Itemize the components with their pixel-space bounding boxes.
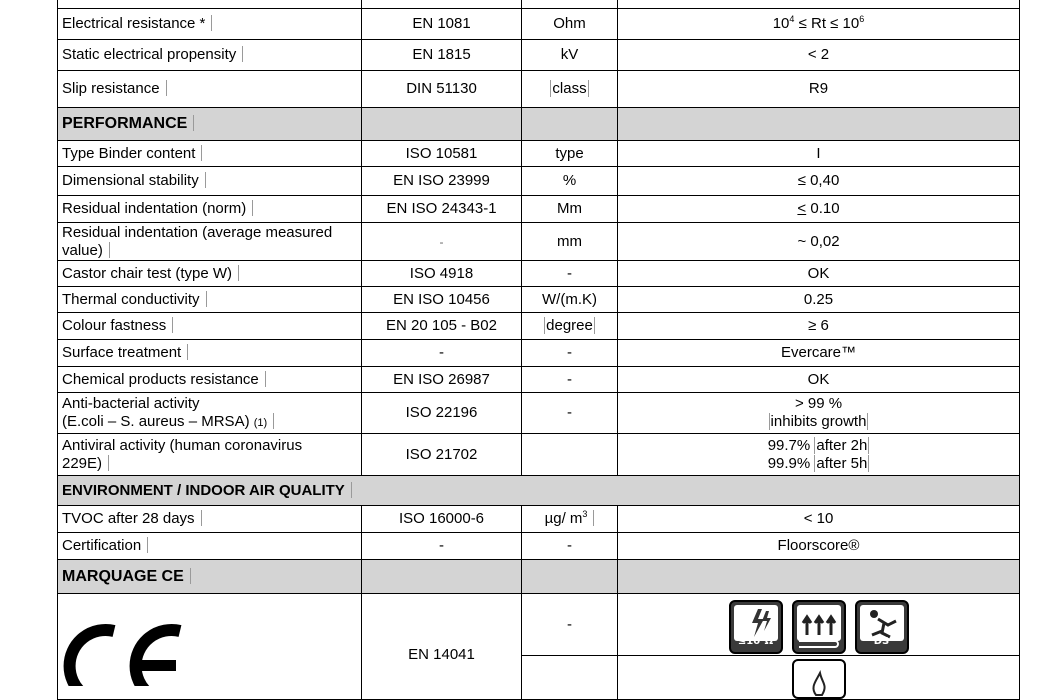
ce-mark-logo bbox=[62, 616, 262, 686]
table-row bbox=[58, 71, 1020, 108]
standard-cell: EN ISO 26987 bbox=[362, 367, 522, 393]
unit-cell: type bbox=[522, 141, 618, 167]
value-cell: < 2 bbox=[618, 40, 1020, 71]
unit-cell: degree bbox=[522, 313, 618, 340]
value-cell: < 10 bbox=[618, 506, 1020, 533]
value-cell: ~ 0,02 bbox=[618, 223, 1020, 261]
property-label: Dimensional stability bbox=[62, 172, 199, 189]
unit-cell: mm bbox=[522, 223, 618, 261]
property-label: Antiviral activity (human coronavirus 229E) bbox=[58, 434, 362, 476]
table-row bbox=[58, 0, 1020, 9]
value-cell: OK bbox=[618, 367, 1020, 393]
property-label: Electrical resistance * bbox=[62, 15, 206, 32]
table-row bbox=[58, 261, 1020, 287]
property-label: Type Binder content bbox=[62, 144, 196, 162]
standard-cell: ISO 22196 bbox=[362, 393, 522, 434]
slip-resistance-icon: DS bbox=[855, 600, 909, 654]
unit-cell: - bbox=[522, 393, 618, 434]
section-header-marquage bbox=[58, 560, 1020, 594]
standard-cell: EN ISO 23999 bbox=[362, 167, 522, 196]
value-cell: I bbox=[618, 141, 1020, 167]
property-label: Thermal conductivity bbox=[62, 290, 200, 308]
table-row bbox=[58, 533, 1020, 560]
section-header-performance bbox=[58, 108, 1020, 141]
property-label: Colour fastness bbox=[62, 317, 167, 334]
value-cell: > 99 % inhibits growth bbox=[618, 393, 1020, 434]
value-cell: < 0.10 bbox=[618, 196, 1020, 223]
spec-table bbox=[57, 0, 1020, 700]
table-row bbox=[58, 434, 1020, 476]
unit-cell: kV bbox=[522, 40, 618, 71]
standard-cell: - bbox=[362, 340, 522, 367]
standard-cell: EN 1081 bbox=[362, 9, 522, 40]
section-title: PERFORMANCE bbox=[62, 115, 188, 132]
table-row bbox=[58, 141, 1020, 167]
property-label: Castor chair test (type W) bbox=[62, 264, 233, 282]
unit-cell: µg/ $m^3$ bbox=[522, 506, 618, 533]
unit-cell bbox=[522, 434, 618, 476]
standard-cell: - bbox=[362, 533, 522, 560]
value-cell: 0.25 bbox=[618, 287, 1020, 313]
property-label: Anti-bacterial activity (E.coli – S. aureus – MRSA) (1) bbox=[58, 393, 362, 434]
table-row bbox=[58, 594, 1020, 656]
standard-cell: EN 20 105 - B02 bbox=[362, 313, 522, 340]
standard-cell: EN ISO 24343-1 bbox=[362, 196, 522, 223]
table-row bbox=[58, 313, 1020, 340]
unit-cell: class bbox=[522, 71, 618, 108]
unit-cell: - bbox=[522, 533, 618, 560]
table-row bbox=[58, 393, 1020, 434]
value-cell: 99.7% after 2h 99.9% after 5h bbox=[618, 434, 1020, 476]
unit-cell: - bbox=[522, 367, 618, 393]
property-label: Static electrical propensity bbox=[62, 46, 237, 63]
standard-cell: DIN 51130 bbox=[362, 71, 522, 108]
unit-cell: Ohm bbox=[522, 9, 618, 40]
standard-cell: - bbox=[362, 223, 522, 261]
value-cell: ≤ 0,40 bbox=[618, 167, 1020, 196]
unit-cell bbox=[522, 656, 618, 700]
ce-icons-cell bbox=[618, 594, 1020, 656]
unit-cell: - bbox=[522, 261, 618, 287]
unit-cell: Mm bbox=[522, 196, 618, 223]
fire-rating-icon bbox=[792, 659, 846, 699]
section-header-environment bbox=[58, 476, 1020, 506]
ce-cell bbox=[58, 594, 362, 700]
standard-cell: EN 1815 bbox=[362, 40, 522, 71]
table-row bbox=[58, 9, 1020, 40]
value-cell: $10^4 \le Rt \le 10^6$ bbox=[618, 9, 1020, 40]
property-label: Surface treatment bbox=[62, 344, 182, 361]
underfloor-heating-icon bbox=[792, 600, 846, 654]
value-cell: Evercare™ bbox=[618, 340, 1020, 367]
table-row bbox=[58, 40, 1020, 71]
property-label: Chemical products resistance bbox=[62, 370, 259, 388]
unit-cell: - bbox=[522, 594, 618, 656]
table-row bbox=[58, 367, 1020, 393]
standard-cell: EN 14041 bbox=[362, 594, 522, 700]
value-cell: OK bbox=[618, 261, 1020, 287]
property-label: Residual indentation (average measured value) bbox=[58, 223, 362, 261]
table-row bbox=[58, 167, 1020, 196]
unit-cell: - bbox=[522, 340, 618, 367]
value-cell: R9 bbox=[618, 71, 1020, 108]
table-row bbox=[58, 196, 1020, 223]
table-row bbox=[58, 506, 1020, 533]
standard-cell: ISO 4918 bbox=[362, 261, 522, 287]
property-label: TVOC after 28 days bbox=[62, 510, 195, 527]
unit-cell: W/(m.K) bbox=[522, 287, 618, 313]
table-row bbox=[58, 340, 1020, 367]
section-title: MARQUAGE CE bbox=[62, 567, 184, 585]
ce-icons-cell bbox=[618, 656, 1020, 700]
section-title: ENVIRONMENT / INDOOR AIR QUALITY bbox=[62, 481, 345, 499]
unit-cell: % bbox=[522, 167, 618, 196]
standard-cell: ISO 16000-6 bbox=[362, 506, 522, 533]
table-row bbox=[58, 287, 1020, 313]
value-cell: Floorscore® bbox=[618, 533, 1020, 560]
property-label: Certification bbox=[62, 537, 142, 554]
property-label: Slip resistance bbox=[62, 80, 160, 97]
table-row bbox=[58, 223, 1020, 261]
standard-cell: ISO 21702 bbox=[362, 434, 522, 476]
antistatic-icon: ≤10⁶Ω bbox=[729, 600, 783, 654]
standard-cell: ISO 10581 bbox=[362, 141, 522, 167]
standard-cell: EN ISO 10456 bbox=[362, 287, 522, 313]
property-label: Residual indentation (norm) bbox=[62, 200, 247, 217]
value-cell: ≥ 6 bbox=[618, 313, 1020, 340]
